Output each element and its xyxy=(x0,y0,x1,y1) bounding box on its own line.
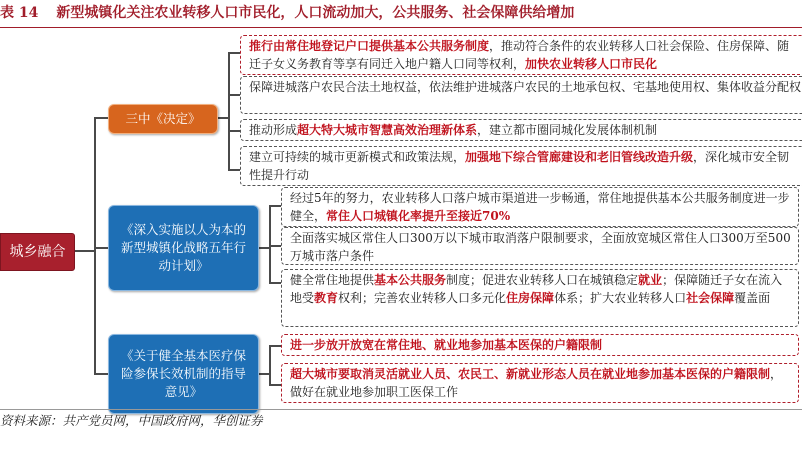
leaf-text-highlight: 就业 xyxy=(638,273,663,287)
leaf-text: ；保障随迁子女在流入地受 xyxy=(290,273,783,305)
connector-cat3-vert xyxy=(269,345,271,384)
connector-root-trunk xyxy=(73,250,95,252)
category-decision-label: 三中《决定》 xyxy=(125,111,201,126)
connector-c3-2 xyxy=(269,384,281,386)
leaf-text: 建立可持续的城市更新模式和政策法规， xyxy=(249,150,466,164)
leaf-public-services xyxy=(281,269,799,327)
leaf-text: ，做好在就业地参加职工医保工作 xyxy=(290,367,783,399)
source-divider xyxy=(0,409,802,410)
connector-c2-1 xyxy=(269,205,281,207)
connector-vertical-trunk xyxy=(94,117,96,374)
category-five-year-plan xyxy=(108,205,259,291)
leaf-settlement-restrictions xyxy=(281,227,799,265)
source-note: 资料来源：共产党员网，中国政府网，华创证券 xyxy=(0,413,263,428)
connector-c3-1 xyxy=(269,345,281,347)
leaf-text: 推动形成 xyxy=(249,123,298,137)
leaf-urbanization-target xyxy=(281,187,799,227)
connector-to-cat1 xyxy=(94,117,108,119)
leaf-text-highlight: 住房保障 xyxy=(506,291,555,305)
category-medical-insurance xyxy=(108,334,259,414)
leaf-text-highlight: 进一步放开放宽在常住地、就业地参加基本医保的户籍限制 xyxy=(290,338,603,352)
connector-cat1-vert xyxy=(228,52,230,170)
leaf-land-rights xyxy=(240,76,802,114)
figure-title xyxy=(0,0,802,26)
leaf-text-highlight: 社会保障 xyxy=(686,291,735,305)
leaf-megacity-medical xyxy=(281,363,799,403)
leaf-text: ，建立都市圈同城化发展体制机制 xyxy=(477,123,658,137)
leaf-text: ，深化城市安全韧性提升行动 xyxy=(249,150,790,182)
root-node: 城乡融合 xyxy=(0,233,75,271)
connector-c2-3 xyxy=(269,282,281,284)
leaf-city-governance xyxy=(240,119,802,141)
figure-number: 表 14 xyxy=(0,5,39,21)
connector-c1-2 xyxy=(228,94,240,96)
category-five-year-plan-label: 《深入实施以人为本的新型城镇化战略五年行动计划》 xyxy=(120,222,246,273)
leaf-text-highlight: 基本公共服务 xyxy=(374,273,447,287)
connector-cat2-vert xyxy=(269,205,271,282)
leaf-text-highlight: 教育 xyxy=(314,291,339,305)
connector-c1-4 xyxy=(228,169,240,171)
leaf-medical-hukou xyxy=(281,334,799,356)
connector-c1-1 xyxy=(228,52,240,54)
leaf-text: 保障进城落户农民合法土地权益，依法维护进城落户农民的土地承包权、宅基地使用权、集体收益分配权 xyxy=(249,80,802,94)
leaf-text: 体系；扩大农业转移人口 xyxy=(554,291,687,305)
leaf-text-highlight: 推行由常住地登记户口提供基本公共服务制度 xyxy=(249,39,490,53)
leaf-hukou-public-service xyxy=(240,35,802,75)
leaf-text: 制度；促进农业转移人口在城镇稳定 xyxy=(446,273,639,287)
connector-to-cat2 xyxy=(94,247,108,249)
leaf-text: 权利；完善农业转移人口多元化 xyxy=(338,291,507,305)
figure-title-text: 新型城镇化关注农业转移人口市民化，人口流动加大，公共服务、社会保障供给增加 xyxy=(56,5,575,21)
leaf-text: 经过5年的努力，农业转移人口落户城市渠道进一步畅通，常住地提供基本公共服务制度进一步健全， xyxy=(290,191,790,223)
leaf-text-highlight: 超大城市要取消灵活就业人员、农民工、新就业形态人员在就业地参加基本医保的户籍限制 xyxy=(290,367,771,381)
leaf-text: 覆盖面 xyxy=(734,291,771,305)
category-medical-insurance-label: 《关于健全基本医疗保险参保长效机制的指导意见》 xyxy=(120,348,246,399)
leaf-text-highlight: 加快农业转移人口市民化 xyxy=(525,57,658,71)
connector-c1-3 xyxy=(228,130,240,132)
leaf-text: 健全常住地提供 xyxy=(290,273,375,287)
leaf-text-highlight: 常住人口城镇化率提升至接近70% xyxy=(326,209,511,223)
category-decision xyxy=(108,104,218,134)
title-divider xyxy=(0,27,802,28)
leaf-text-highlight: 超大特大城市智慧高效治理新体系 xyxy=(297,123,478,137)
leaf-text: ，推动符合条件的农业转移人口社会保险、住房保障、随迁子女义务教育等享有同迁入地户籍人口同等权利， xyxy=(249,39,790,71)
leaf-urban-renewal xyxy=(240,146,802,186)
connector-c2-2 xyxy=(269,245,281,247)
connector-to-cat3 xyxy=(94,373,108,375)
leaf-text: 全面落实城区常住人口300万以下城市取消落户限制要求，全面放宽城区常住人口300万至500万城市落户条件 xyxy=(290,231,791,263)
leaf-text-highlight: 加强地下综合管廊建设和老旧管线改造升级 xyxy=(465,150,694,164)
